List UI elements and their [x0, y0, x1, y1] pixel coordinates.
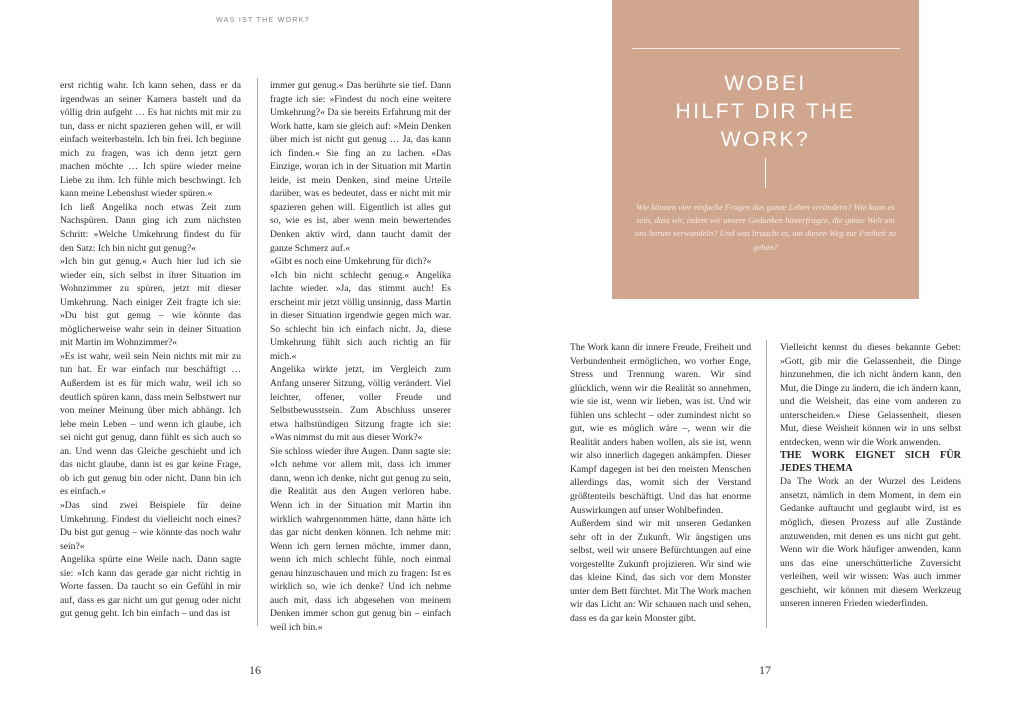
paragraph: Vielleicht kennst du dieses bekannte Gebet: »Gott, gib mir die Gelassenheit, die Dinge hinzunehmen, die ich nicht ändern kann, den Mut, die Dinge zu ändern, die ich ändern kann, und die Weisheit, das eine vom anderen zu unterscheiden.« Diese Gelassenheit, diesen Mut, diese Weisheit können wir in uns selbst entdecken, wenn wir die Work anwenden. — [780, 342, 961, 448]
column-divider — [257, 78, 258, 626]
paragraph: Angelika wirkte jetzt, im Vergleich zum Anfang unserer Sitzung, völlig verändert. Viel leichter, offener, voller Freude und Selbstbewusstsein. Zum Abschluss unserer etwa halbstündigen Sitzung fragte ich sie: »Was nimmst du mit aus dieser Work?« — [270, 364, 451, 444]
paragraph: Ich ließ Angelika noch etwas Zeit zum Nachspüren. Dann ging ich zum nächsten Schritt: »Welche Umkehrung findest du für den Satz: Ich bin nicht gut genug?« — [60, 201, 241, 254]
left-column-1 — [60, 79, 241, 621]
paragraph: »Gibt es noch eine Umkehrung für dich?« — [270, 256, 432, 268]
box-top-rule — [632, 48, 900, 49]
page-number-left: 16 — [249, 663, 261, 677]
box-title-line: HILFT DIR THE — [675, 100, 856, 123]
paragraph: Außerdem sind wir mit unseren Gedanken sehr oft in der Zukunft. Wir ängstigen uns selbst, weil wir unsere Befürchtungen auf eine vorgestellte Zukunft projizieren. Wir sind wie das kleine Kind, das sich vor dem Monster unter dem Bett fürchtet. Mit The Work machen wir das Licht an: Wir schauen nach und sehen, dass es da gar kein Monster gibt. — [570, 518, 751, 624]
box-title-line: WOBEI — [724, 72, 807, 95]
box-title — [612, 70, 919, 154]
column-divider — [766, 340, 767, 628]
intro-box — [612, 0, 919, 299]
running-head: WAS IST THE WORK? — [216, 17, 310, 24]
box-intro-text: Wie können vier einfache Fragen das ganze Leben verändern? Wie kann es sein, dass wir, indem wir unsere Gedanken hinterfragen, die ganze Welt um uns herum verwandeln? Und was braucht es, um diesen Weg zur Freiheit zu gehen? — [634, 202, 897, 252]
right-column-2 — [780, 341, 961, 611]
box-vertical-rule — [765, 158, 766, 188]
paragraph: Angelika spürte eine Weile nach. Dann sagte sie: »Ich kann das gerade gar nicht richtig in Worte fassen. Da taucht so ein Gefühl in mir auf, dass es gar nicht um gut genug oder nicht gut genug geht. Ich bin einfach – und das ist — [60, 554, 241, 620]
subheading: THE WORK EIGNET SICH FÜR JEDES THEMA — [780, 450, 961, 475]
paragraph: erst richtig wahr. Ich kann sehen, dass er da irgendwas an seiner Kamera bastelt und da völlig drin aufgeht … Es hat nichts mit mir zu tun, dass er nicht spazieren gehen will, er will einfach weiterbasteln. Ich bin frei. Ich beginne mich zu fragen, was ich denn jetzt gern machen möchte … Ich spüre wieder meine Liebe zu ihm. Ich fühle mich beschwingt. Ich kann meine Lebenslust wieder spüren.« — [60, 80, 241, 200]
left-column-2 — [270, 79, 451, 634]
box-title-line: WORK? — [720, 128, 811, 151]
paragraph: immer gut genug.« Das berührte sie tief. Dann fragte ich sie: »Findest du noch eine weitere Umkehrung?« Da sie bereits Erfahrung mit der Work hatte, kam sie gleich auf: »Mein Denken über mich ist nicht gut genug … Ja, das kann ich finden.« Sie fing an zu lachen. »Das Einzige, woran ich in der Situation mit Martin leide, ist mein Denken, sind meine Urteile darüber, was es bedeutet, dass er nicht mit mir spazieren gehen will. Eigentlich ist alles gut so, wie es ist, aber wenn mein bewertendes Denken aktiv wird, dann taucht damit der ganze Schmerz auf.« — [270, 80, 451, 254]
page-number-right: 17 — [759, 663, 771, 677]
paragraph: »Ich bin gut genug.« Auch hier lud ich sie wieder ein, sich selbst in ihrer Situation im Wohnzimmer zu spüren, jetzt mit dieser Umkehrung. Nach einiger Zeit fragte ich sie: »Du bist gut genug – wie könnte das möglicherweise wahr sein in deiner Situation mit Martin im Wohnzimmer?« — [60, 256, 241, 349]
paragraph: Sie schloss wieder ihre Augen. Dann sagte sie: »Ich nehme vor allem mit, dass ich immer dann, wenn ich denke, nicht gut genug zu sein, die Realität aus den Augen verloren habe. Wenn ich in der Situation mit Martin ihn wirklich wahrgenommen hätte, dann hätte ich das gar nicht denken können. Ich nehme mit: Wenn ich gern lernen möchte, immer dann, wenn ich mich schlecht fühle, noch einmal genau hinzuschauen und mich zu fragen: Ist es wirklich so, wie ich denke? Und ich nehme auch mit, dass ich abgesehen von meinem Denken immer schon gut genug bin – einfach weil ich bin.« — [270, 445, 451, 633]
right-column-1 — [570, 341, 751, 625]
paragraph: »Es ist wahr, weil sein Nein nichts mit mir zu tun hat. Er war einfach nur beschäftigt … Außerdem ist es für mich wahr, weil ich so deutlich spüren kann, dass mein Selbstwert nur von meiner Meinung über mich abhängt. Ich lebe mein Leben – und wenn ich glaube, ich sei nicht gut genug, dann fühlt es sich auch so an. Und wenn das Gleiche geschieht und ich das nicht glaube, dann ist es gar keine Frage, ob ich gut genug bin oder nicht. Dann bin ich es einfach.« — [60, 350, 241, 498]
paragraph: »Das sind zwei Beispiele für deine Umkehrung. Findest du vielleicht noch eines? Du bist gut genug – wie könnte das noch wahr sein?« — [60, 499, 241, 552]
paragraph: The Work kann dir innere Freude, Freiheit und Verbundenheit ermöglichen, wo vorher Enge, Stress und Trennung waren. Wir sind glücklich, wenn wir die Realität so annehmen, wie sie ist, wenn wir lieben, was ist. Und wir fühlen uns schlecht – oder zumindest nicht so gut, wie es möglich wäre –, wenn wir die Realität anders haben wollen, als sie ist, wenn wir also innerlich dagegen ankämpfen. Dieser Kampf dagegen ist bei den meisten Menschen allerdings das, womit sich der Verstand größtenteils beschäftigt. Und das hat enorme Auswirkungen auf unser Wohlbefinden. — [570, 342, 751, 516]
paragraph: »Ich bin nicht schlecht genug.« Angelika lachte wieder. »Ja, das stimmt auch! Es erscheint mir jetzt völlig unsinnig, dass Martin in dieser Situation irgendwie gegen mich war. So schlecht bin ich einfach nicht. Ja, diese Umkehrung fühlt sich auch richtig an für mich.« — [270, 269, 451, 362]
paragraph: Da The Work an der Wurzel des Leidens ansetzt, nämlich in dem Moment, in dem ein Gedanke auftaucht und geglaubt wird, ist es möglich, diesen Prozess auf alle Zustände anzuwenden, mit denen es uns nicht gut geht. Wenn wir die Work häufiger anwenden, kann uns das eine unerschütterliche Zuversicht verleihen, weil wir wissen: Was auch immer geschieht, wir können mit diesem Werkzeug unseren inneren Frieden wiederfinden. — [780, 476, 961, 610]
right-page — [510, 0, 1020, 705]
